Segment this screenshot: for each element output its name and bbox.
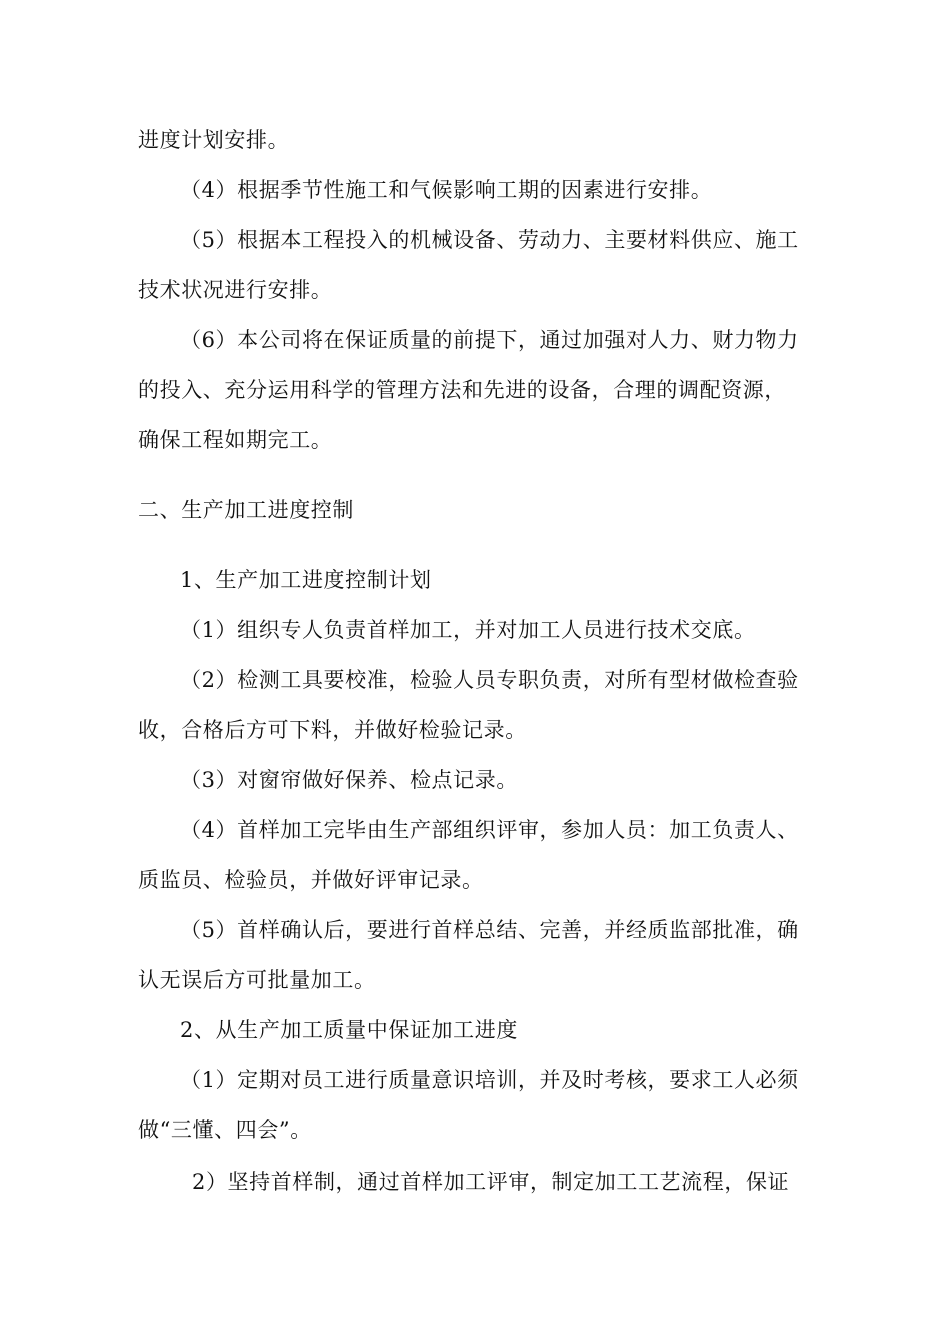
text-line: 认无误后方可批量加工。 [138,968,376,992]
text-line: （2）检测工具要校准，检验人员专职负责，对所有型材做检查验 [180,668,799,692]
text-line: 进度计划安排。 [138,128,290,152]
section-heading: 二、生产加工进度控制 [138,498,354,522]
text-line: （1）组织专人负责首样加工，并对加工人员进行技术交底。 [180,618,756,642]
text-line: （4）首样加工完毕由生产部组织评审，参加人员：加工负责人、 [180,818,799,842]
text-line: （5）首样确认后，要进行首样总结、完善，并经质监部批准，确 [180,918,799,942]
text-line: 技术状况进行安排。 [138,278,333,302]
text-line: 的投入、充分运用科学的管理方法和先进的设备，合理的调配资源， [138,378,786,402]
text-line: 做“三懂、四会”。 [138,1118,312,1142]
text-line: （3）对窗帘做好保养、检点记录。 [180,768,518,792]
text-line: （4）根据季节性施工和气候影响工期的因素进行安排。 [180,178,713,202]
text-line: 2）坚持首样制，通过首样加工评审，制定加工工艺流程，保证 [192,1170,790,1194]
text-line: 质监员、检验员，并做好评审记录。 [138,868,484,892]
subsection-heading: 2、从生产加工质量中保证加工进度 [180,1018,518,1042]
text-line: （6）本公司将在保证质量的前提下，通过加强对人力、财力物力 [180,328,799,352]
text-line: （5）根据本工程投入的机械设备、劳动力、主要材料供应、施工 [180,228,799,252]
text-line: （1）定期对员工进行质量意识培训，并及时考核，要求工人必须 [180,1068,799,1092]
text-line: 收，合格后方可下料，并做好检验记录。 [138,718,527,742]
text-line: 确保工程如期完工。 [138,428,333,452]
subsection-heading: 1、生产加工进度控制计划 [180,568,432,592]
